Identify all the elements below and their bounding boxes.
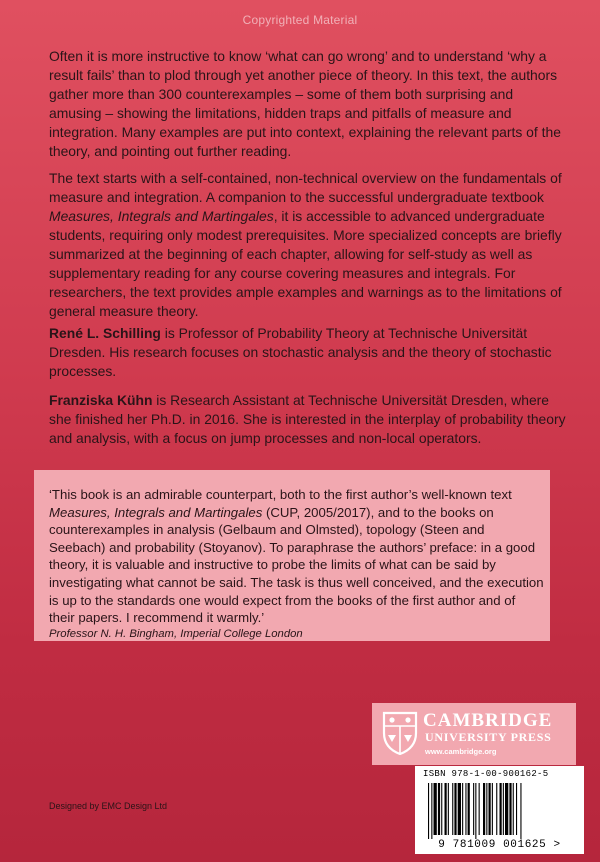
barcode-digits: 9 781009 001625 >: [438, 839, 561, 851]
barcode-icon: [428, 783, 572, 839]
author-1-name: René L. Schilling: [49, 325, 161, 341]
paragraph-2-before: The text starts with a self-contained, non-technical overview on the fundamentals of measure and integration. A companion to the successful undergraduate textbook: [49, 170, 562, 205]
review-quote: [49, 486, 544, 627]
paragraph-2-after: , it is accessible to advanced undergraduate students, requiring only modest prerequisites. More specialized concepts are briefly summarized at the beginning of each chapter, allowing for self-study as well as supplementary reading for any course covering measures and integrals. For researchers, the text provides ample examples and warnings as to the limitations of general measure theory.: [49, 208, 562, 319]
quote-attribution: Professor N. H. Bingham, Imperial College London: [49, 628, 303, 640]
publisher-logo-block: [372, 703, 576, 765]
review-quote-box: [34, 470, 550, 641]
isbn-label: ISBN 978-1-00-900162-5: [423, 769, 549, 779]
publisher-name: CAMBRIDGE: [423, 710, 553, 731]
quote-book-title: Measures, Integrals and Martingales: [49, 504, 263, 520]
quote-part-2: (CUP, 2005/2017), and to the books on counterexamples in analysis (Gelbaum and Olmsted), topology (Steen and Seebach) and probability (Stoyanov). To paraphrase the authors’ preface: in a good theory, it is valuable and instructive to probe the limits of what can be said by investigating what cannot be said. The task is thus well conceived, and the execution is up to the standards one would expect from the books of the first author and of their papers. I recommend it warmly.’: [49, 504, 544, 626]
author-2-bio-text: is Research Assistant at Technische Universität Dresden, where she finished her Ph.D. in 2016. She is interested in the interplay of probability theory and analysis, with a focus on jump processes and non-local operators.: [49, 392, 566, 446]
designer-credit: Designed by EMC Design Ltd: [49, 801, 168, 811]
watermark: Copyrighted Material: [242, 13, 358, 27]
author-2-bio: [49, 391, 569, 448]
description-paragraph-2: [49, 169, 569, 321]
description-paragraph-1: Often it is more instructive to know ‘what can go wrong’ and to understand ‘why a result fails’ than to plod through yet another piece of theory. In this text, the authors gather more than 300 counterexamples – some of them both surprising and amusing – showing the limitations, hidden traps and pitfalls of measure and integration. Many examples are put into context, explaining the relevant parts of the theory, and pointing out further reading.: [49, 48, 561, 159]
author-1-bio: [49, 324, 569, 381]
author-2-name: Franziska Kühn: [49, 392, 153, 408]
publisher-press: UNIVERSITY PRESS: [425, 730, 552, 744]
companion-book-title: Measures, Integrals and Martingales: [49, 208, 274, 224]
quote-part-1: ‘This book is an admirable counterpart, both to the first author’s well-known text: [49, 487, 512, 502]
publisher-url: www.cambridge.org: [425, 747, 497, 756]
cambridge-crest-icon: [382, 711, 418, 755]
isbn-barcode-box: [415, 766, 584, 854]
author-1-bio-text: is Professor of Probability Theory at Technische Universität Dresden. His research focuses on stochastic analysis and the theory of stochastic processes.: [49, 325, 552, 379]
